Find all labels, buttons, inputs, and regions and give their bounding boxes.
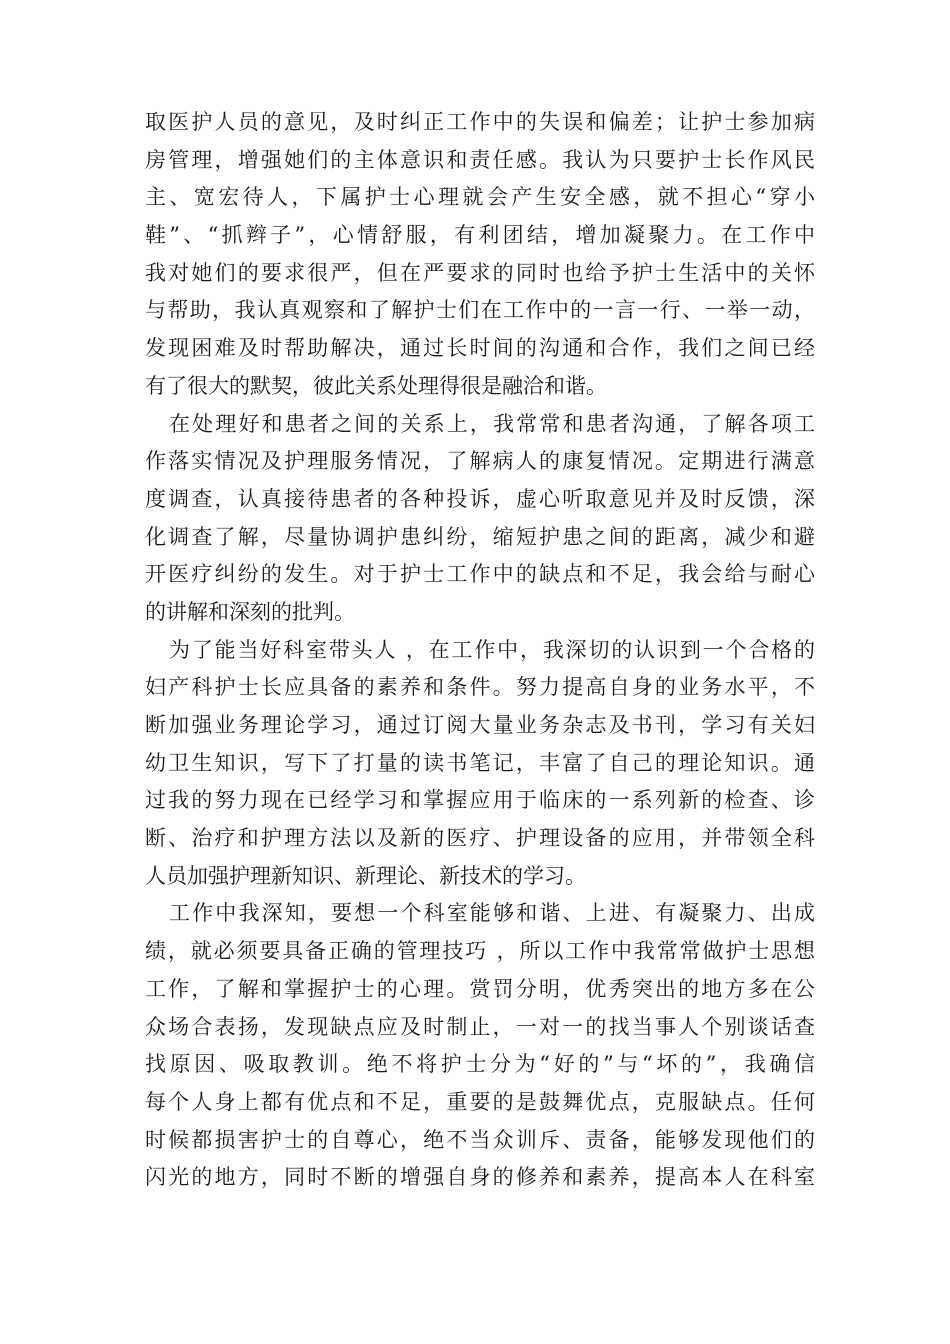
- paragraph-first-line: 在处理好和患者之间的关系上，我常常和患者沟通，了解各项工: [169, 411, 815, 436]
- text-line: 我对她们的要求很严，但在严要求的同时也给予护士生活中的关怀: [145, 260, 815, 285]
- text-line: 鞋”、“抓辫子”，心情舒服，有利团结，增加凝聚力。在工作中: [145, 223, 815, 248]
- text-line-paragraph-end: 有了很大的默契，彼此关系处理得很是融洽和谐。: [145, 373, 607, 398]
- text-line: 主、宽宏待人，下属护士心理就会产生安全感，就不担心“穿小: [145, 185, 815, 210]
- text-line: 众场合表扬，发现缺点应及时制止，一对一的找当事人个别谈话查: [145, 1014, 815, 1039]
- text-line: 与帮助，我认真观察和了解护士们在工作中的一言一行、一举一动，: [145, 298, 815, 323]
- text-line: 断、治疗和护理方法以及新的医疗、护理设备的应用，并带领全科: [145, 826, 815, 851]
- text-line: 绩，就必须要具备正确的管理技巧 ，所以工作中我常常做护士思想: [145, 939, 815, 964]
- text-line: 化调查了解，尽量协调护患纠纷，缩短护患之间的距离，减少和避: [145, 524, 815, 549]
- text-line-paragraph-end: 的讲解和深刻的批判。: [145, 599, 355, 624]
- text-line: 闪光的地方，同时不断的增强自身的修养和素养，提高本人在科室: [145, 1165, 815, 1190]
- paragraph-first-line: 工作中我深知，要想一个科室能够和谐、上进、有凝聚力、出成: [169, 901, 815, 926]
- text-line-paragraph-end: 人员加强护理新知识、新理论、新技术的学习。: [145, 863, 586, 888]
- text-line: 妇产科护士长应具备的素养和条件。努力提高自身的业务水平，不: [145, 675, 815, 700]
- text-line: 开医疗纠纷的发生。对于护士工作中的缺点和不足，我会给与耐心: [145, 562, 815, 587]
- text-line: 幼卫生知识，写下了打量的读书笔记，丰富了自己的理论知识。通: [145, 750, 815, 775]
- body-text: [145, 104, 815, 1197]
- text-line: 取医护人员的意见，及时纠正工作中的失误和偏差；让护士参加病: [145, 110, 815, 134]
- text-line: 找原因、吸取教训。绝不将护士分为“好的”与“坏的”，我确信: [145, 1052, 815, 1077]
- text-line: 每个人身上都有优点和不足，重要的是鼓舞优点，克服缺点。任何: [145, 1089, 815, 1114]
- paragraph-first-line: 为了能当好科室带头人 ，在工作中，我深切的认识到一个合格的: [169, 637, 815, 662]
- text-line: 时候都损害护士的自尊心，绝不当众训斥、责备，能够发现他们的: [145, 1127, 815, 1152]
- text-line: 过我的努力现在已经学习和掌握应用于临床的一系列新的检查、诊: [145, 788, 815, 813]
- text-line: 发现困难及时帮助解决，通过长时间的沟通和合作，我们之间已经: [145, 336, 815, 361]
- text-line: 房管理，增强她们的主体意识和责任感。我认为只要护士长作风民: [145, 147, 815, 172]
- text-line: 工作，了解和掌握护士的心理。赏罚分明，优秀突出的地方多在公: [145, 976, 815, 1001]
- text-line: 断加强业务理论学习，通过订阅大量业务杂志及书刊，学习有关妇: [145, 713, 815, 737]
- text-line: 度调查，认真接待患者的各种投诉，虚心听取意见并及时反馈，深: [145, 486, 815, 511]
- text-line: 作落实情况及护理服务情况，了解病人的康复情况。定期进行满意: [145, 449, 815, 474]
